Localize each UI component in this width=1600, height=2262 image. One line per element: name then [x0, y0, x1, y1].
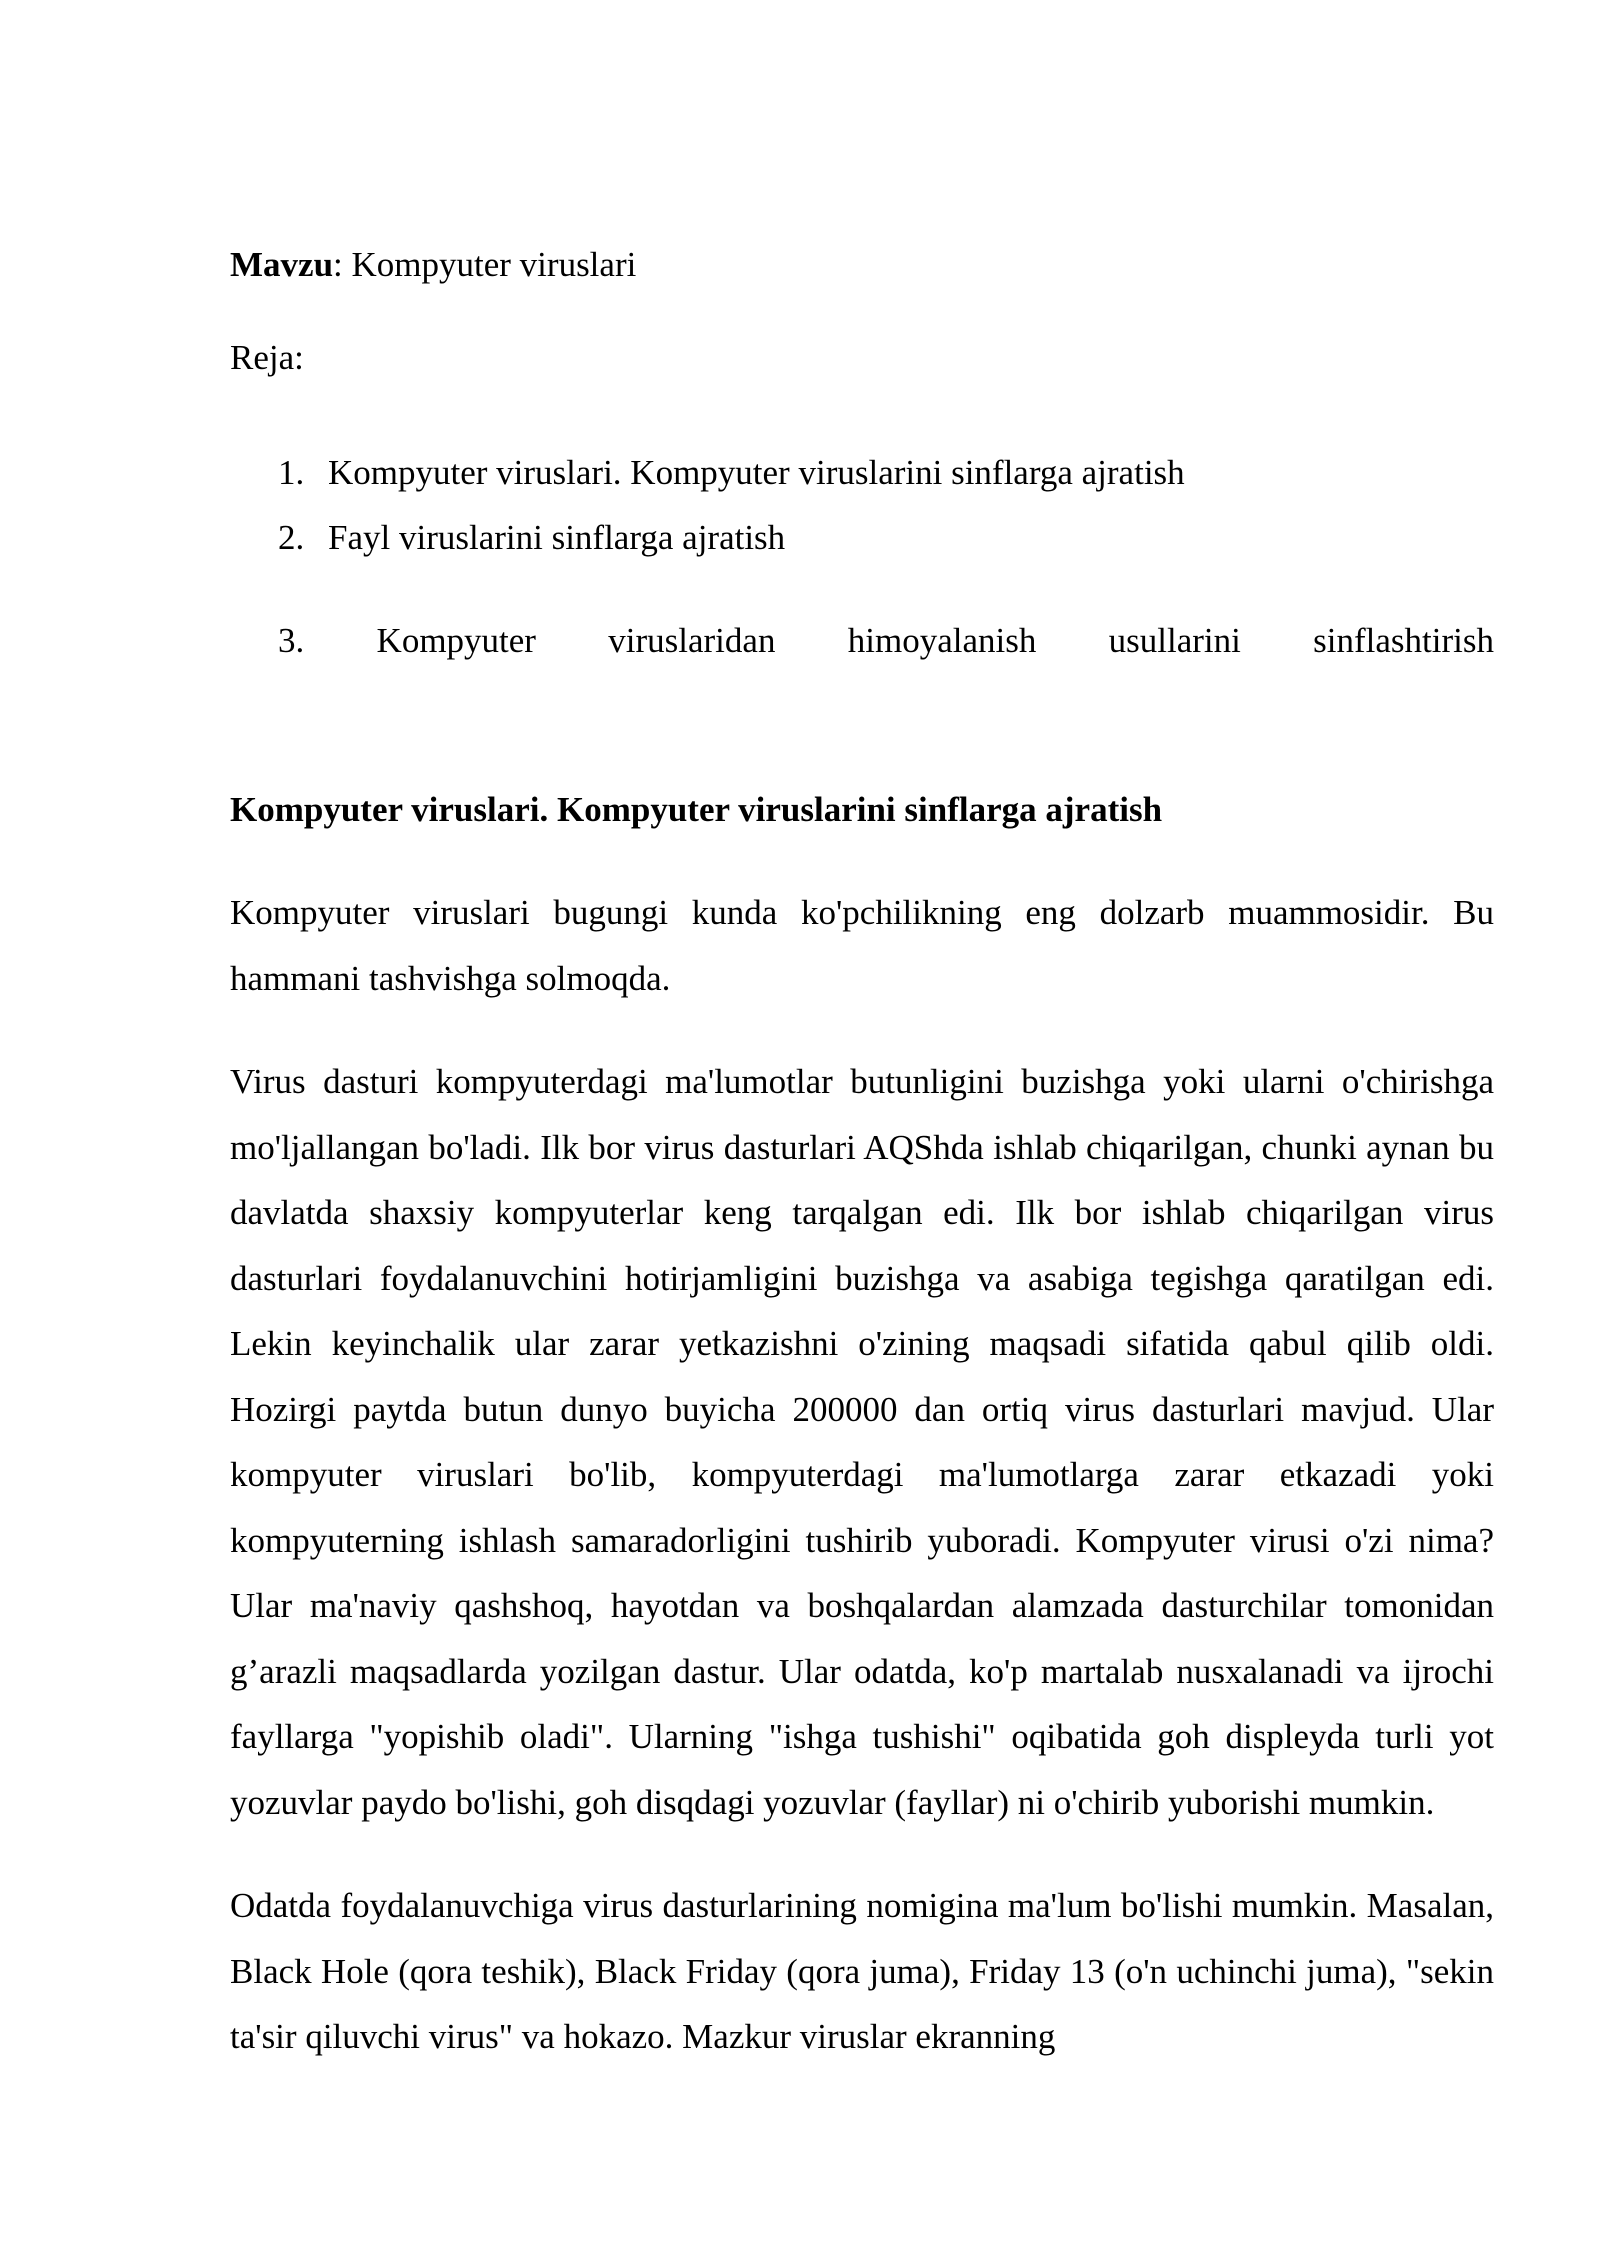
topic-value: : Kompyuter viruslari	[333, 245, 637, 284]
plan-item-word: Kompyuter	[376, 621, 536, 660]
plan-item-number: 1.	[278, 453, 305, 492]
topic-label: Mavzu	[230, 245, 334, 284]
paragraph: Kompyuter viruslari bugungi kunda ko'pchilikning eng dolzarb muammosidir. Bu hammani tashvishga solmoqda.	[230, 893, 1494, 998]
plan-item-text: Fayl viruslarini sinflarga ajratish	[328, 518, 786, 557]
document-page	[230, 232, 1494, 2070]
plan-item-number: 2.	[278, 518, 305, 557]
plan-item-word: viruslaridan	[608, 621, 776, 660]
topic-line	[230, 232, 1494, 297]
plan-item-text: Kompyuter viruslari. Kompyuter viruslarini sinflarga ajratish	[328, 453, 1185, 492]
plan-item	[230, 608, 1494, 673]
paragraph: Odatda foydalanuvchiga virus dasturlarining nomigina ma'lum bo'lishi mumkin. Masalan, Black Hole (qora teshik), Black Friday (qora juma), Friday 13 (o'n uchinchi juma), "sekin ta'sir qiluvchi virus" va hokazo. Mazkur viruslar ekranning	[230, 1886, 1494, 2056]
plan-item-word: usullarini	[1108, 621, 1241, 660]
plan-label: Reja:	[230, 338, 304, 377]
plan-item	[230, 505, 1494, 570]
section-heading: Kompyuter viruslari. Kompyuter viruslarini sinflarga ajratish	[230, 790, 1163, 829]
plan-item-word: himoyalanish	[847, 621, 1037, 660]
plan-item-number: 3.	[278, 621, 305, 660]
paragraph: Virus dasturi kompyuterdagi ma'lumotlar butunligini buzishga yoki ularni o'chirishga mo'ljallangan bo'ladi. Ilk bor virus dasturlari AQShda ishlab chiqarilgan, chunki aynan bu davlatda shaxsiy kompyuterlar keng tarqalgan edi. Ilk bor ishlab chiqarilgan virus dasturlari foydalanuvchini hotirjamligini buzishga va asabiga tegishga qaratilgan edi. Lekin keyinchalik ular zarar yetkazishni o'zining maqsadi sifatida qabul qilib oldi. Hozirgi paytda butun dunyo buyicha 200000 dan ortiq virus dasturlari mavjud. Ular kompyuter viruslari bo'lib, kompyuterdagi ma'lumotlarga zarar etkazadi yoki kompyuterning ishlash samaradorligini tushirib yuboradi. Kompyuter virusi o'zi nima? Ular ma'naviy qashshoq, hayotdan va boshqalardan alamzada dasturchilar tomonidan g’arazli maqsadlarda yozilgan dastur. Ular odatda, ko'p martalab nusxalanadi va ijrochi fayllarga "yopishib oladi". Ularning "ishga tushishi" oqibatida goh displeyda turli yot yozuvlar paydo bo'lishi, goh disqdagi yozuvlar (fayllar) ni o'chirib yuborishi mumkin.	[230, 1062, 1494, 1822]
plan-list	[230, 440, 1494, 673]
plan-item-word: sinflashtirish	[1313, 621, 1494, 660]
plan-item	[230, 440, 1494, 505]
